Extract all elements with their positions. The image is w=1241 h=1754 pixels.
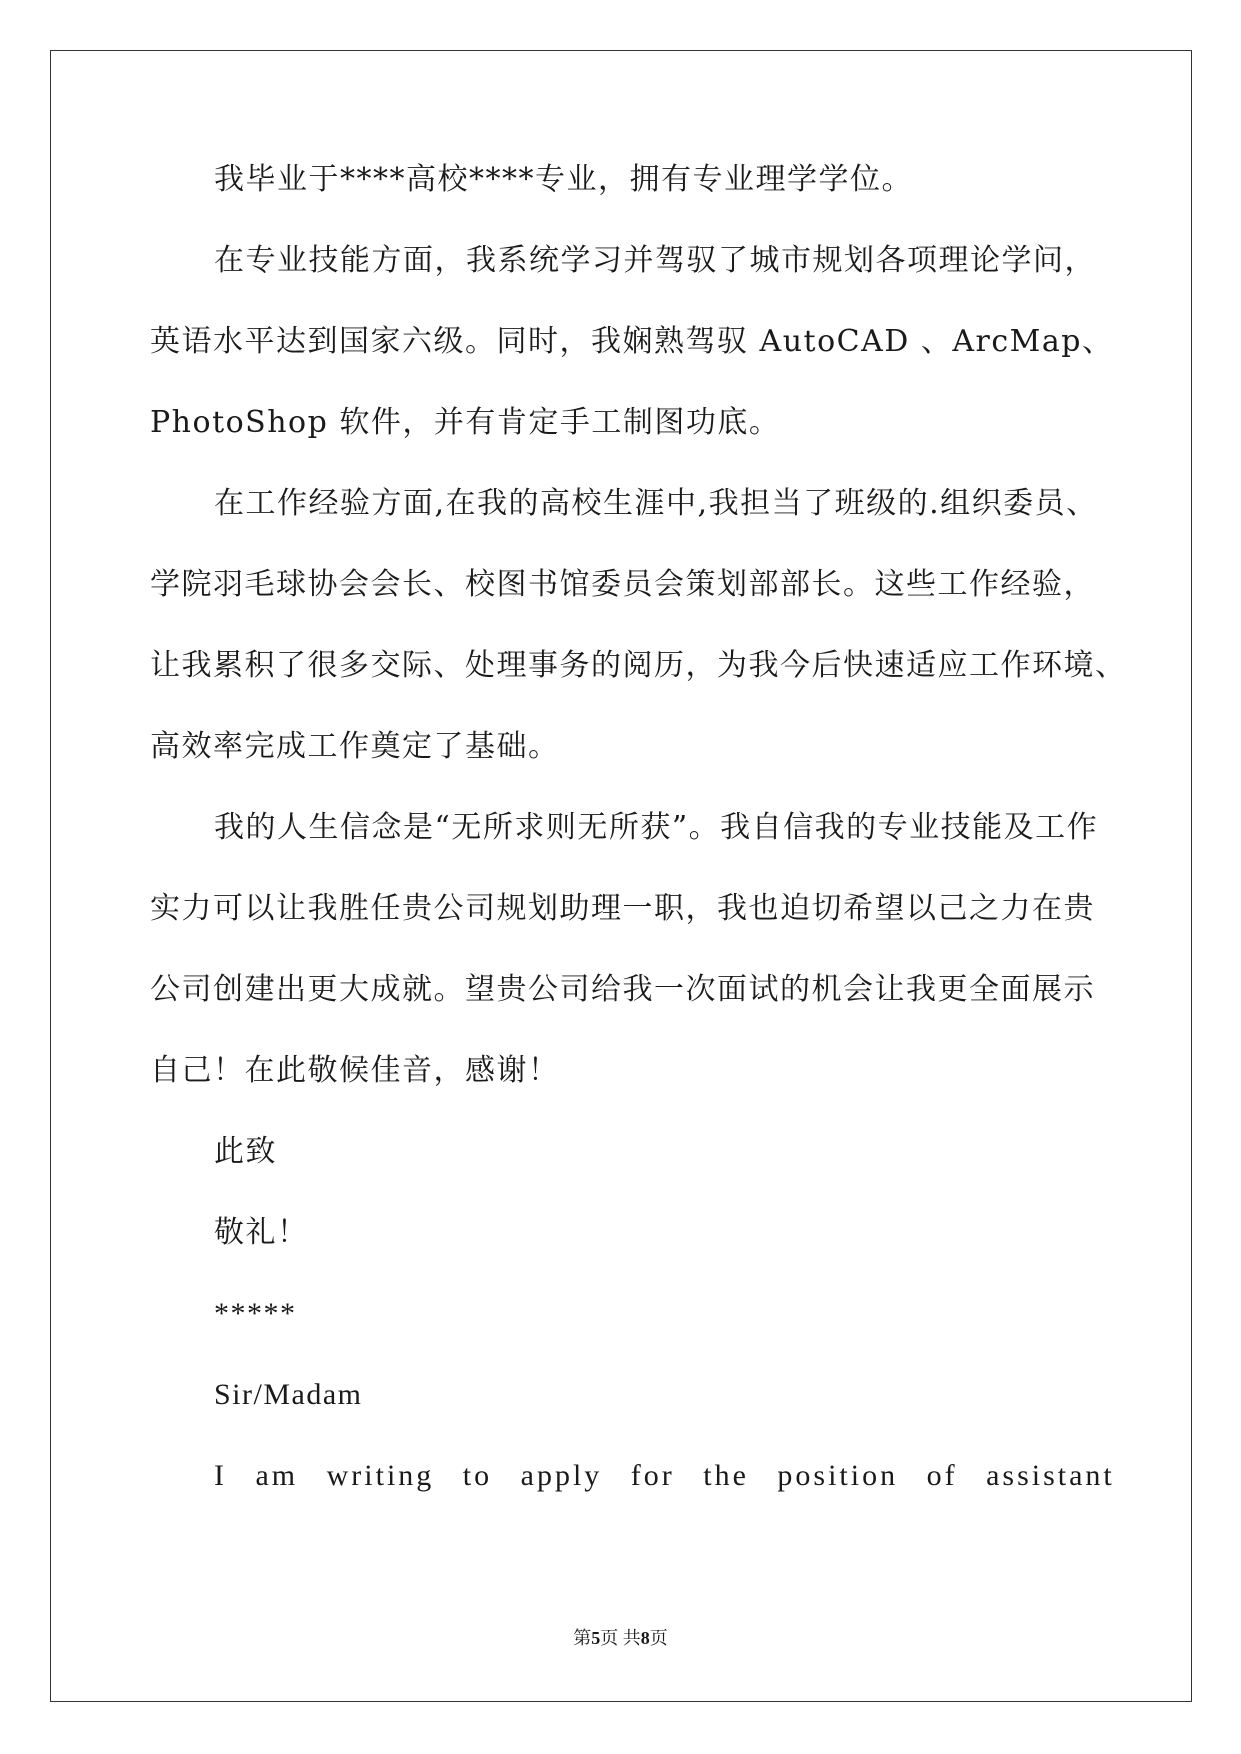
paragraph-line: 实力可以让我胜任贵公司规划助理一职，我也迫切希望以己之力在贵 [150,891,1095,926]
page-suffix: 页 [649,1628,668,1648]
paragraph-line: 我的人生信念是“无所求则无所获”。我自信我的专业技能及工作 [214,810,1099,845]
signature-line: ***** [214,1297,297,1330]
paragraph-line: 自己！在此敬候佳音，感谢！ [150,1053,560,1088]
paragraph-line: 公司创建出更大成就。望贵公司给我一次面试的机会让我更全面展示 [150,972,1095,1007]
page-current: 5 [591,1628,601,1648]
page-footer [0,1624,1241,1650]
page-prefix: 第 [573,1628,592,1648]
paragraph-line: 高效率完成工作奠定了基础。 [150,729,560,764]
paragraph-line: 我毕业于****高校****专业，拥有专业理学学位。 [214,162,913,197]
paragraph-line: 英语水平达到国家六级。同时，我娴熟驾驭 AutoCAD 、ArcMap、 [150,324,1114,359]
paragraph-line: 在工作经验方面,在我的高校生涯中,我担当了班级的.组织委员、 [214,486,1098,521]
english-paragraph-line: I am writing to apply for the position of assistant [214,1459,1115,1492]
paragraph-line: 在专业技能方面，我系统学习并驾驭了城市规划各项理论学问， [214,243,1096,278]
paragraph-line: 让我累积了很多交际、处理事务的阅历，为我今后快速适应工作环境、 [150,648,1127,683]
document-body [150,160,1127,1537]
closing-line: 敬礼！ [214,1215,309,1250]
paragraph-line: PhotoShop 软件，并有肯定手工制图功底。 [150,405,781,440]
paragraph-line: 学院羽毛球协会会长、校图书馆委员会策划部部长。这些工作经验， [150,567,1095,602]
page-total: 8 [640,1628,650,1648]
salutation-line: Sir/Madam [214,1378,363,1411]
page-mid: 页 共 [600,1628,641,1648]
closing-line: 此致 [214,1134,277,1169]
